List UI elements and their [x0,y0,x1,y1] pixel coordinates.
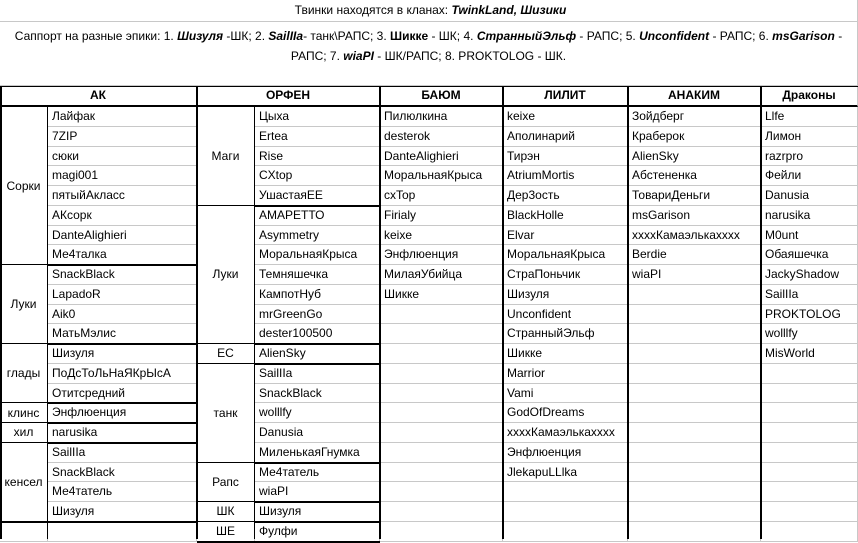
empty-cell [628,285,761,305]
support-player-name: Шикке [390,29,429,43]
player-cell[interactable]: Шикке [380,285,503,305]
player-cell[interactable]: пятыйАкласс [48,186,197,206]
empty-cell [628,502,761,522]
player-cell[interactable]: SnackBlack [255,384,380,404]
column-header: ЛИЛИТ [503,87,628,107]
column-divider [760,87,762,539]
group-label: клинс [0,403,48,423]
player-cell[interactable]: dester100500 [255,324,380,344]
player-cell[interactable]: DanteAlighieri [48,226,197,246]
column-divider [502,87,504,539]
player-cell[interactable]: keixe [503,107,628,127]
empty-cell [761,482,858,502]
player-cell[interactable]: razrpro [761,147,858,167]
empty-cell [628,403,761,423]
empty-cell [628,324,761,344]
column-divider [627,87,629,539]
player-cell[interactable]: Berdie [628,245,761,265]
player-cell[interactable]: ПоДсТоЛьНаЯКрЫсА [48,364,197,384]
group-label: ЕС [197,344,255,364]
empty-cell [380,324,503,344]
player-cell[interactable]: desterok [380,127,503,147]
player-cell[interactable]: Ме4татель [255,463,380,483]
player-cell[interactable]: SailIIa [255,364,380,384]
player-cell[interactable]: Aik0 [48,305,197,325]
support-player-name: SailIIa [268,29,304,43]
player-cell[interactable]: GodOfDreams [503,403,628,423]
player-cell[interactable]: Ме4татель [48,482,197,502]
player-cell[interactable]: СтранныйЭльф [503,324,628,344]
empty-cell [628,482,761,502]
player-cell[interactable]: AtriumMortis [503,166,628,186]
group-label: Сорки [0,107,48,265]
group-label: глады [0,344,48,403]
group-label: ШК [197,502,255,522]
player-cell[interactable]: 7ZIP [48,127,197,147]
support-text: - РАПС; 5. [576,29,640,43]
support-text: - РАПС; 7. [290,29,843,63]
header-top-rule [0,86,858,87]
column-header: Драконы [761,87,858,107]
player-cell[interactable]: SnackBlack [48,265,197,285]
player-cell[interactable]: SailIIa [48,443,197,463]
player-cell[interactable]: Дер3ость [503,186,628,206]
player-cell[interactable]: Ме4талка [48,245,197,265]
player-cell[interactable]: SnackBlack [48,463,197,483]
empty-cell [380,482,503,502]
empty-cell [380,344,503,364]
player-cell[interactable]: Asymmetry [255,226,380,246]
player-cell[interactable]: Шизуля [503,285,628,305]
empty-cell [761,502,858,522]
empty-cell [761,384,858,404]
group-divider [197,541,380,543]
support-text: -ШК; 2. [223,29,269,43]
empty-cell [380,502,503,522]
player-cell[interactable]: mrGreenGo [255,305,380,325]
empty-cell [628,463,761,483]
player-cell[interactable]: Шикке [503,344,628,364]
player-cell[interactable]: Лайфак [48,107,197,127]
empty-cell [761,463,858,483]
empty-cell [380,305,503,325]
player-cell[interactable]: Фулфи [255,522,380,542]
empty-cell [380,423,503,443]
player-cell[interactable]: M0unt [761,226,858,246]
player-cell[interactable]: Энфлюенция [380,245,503,265]
empty-cell [761,403,858,423]
column-header: АК [0,87,197,107]
player-cell[interactable]: MisWorld [761,344,858,364]
empty-cell [628,305,761,325]
player-cell[interactable]: Rise [255,147,380,167]
support-player-name: Шизуля [177,29,224,43]
player-cell[interactable]: Абстененка [628,166,761,186]
player-cell[interactable]: Пилюлкина [380,107,503,127]
support-player-name: Unconfident [639,29,710,43]
player-cell[interactable]: АКсорк [48,206,197,226]
player-cell[interactable]: SailIIa [761,285,858,305]
empty-cell [628,443,761,463]
player-cell[interactable]: УшастаяЕЕ [255,186,380,206]
column-divider [196,87,198,539]
column-header: ОРФЕН [197,87,380,107]
player-cell[interactable]: wiaPI [255,482,380,502]
player-cell[interactable]: Темняшечка [255,265,380,285]
support-note: Саппорт на разные эпики: 1. Шизуля -ШК; 2. SailIIa- танк\РАПС; 3. Шикке - ШК; 4. СтранныйЭльф - РАПС; 5. Unconfident - РАПС; 6. msGarison - РАПС; 7. wiaPI - ШК/РАПС; 8. PROKTOLOG - ШК. [0,22,858,86]
empty-cell [761,443,858,463]
group-label: ШЕ [197,522,255,542]
support-text: - РАПС; 6. [709,29,773,43]
player-cell[interactable]: МоральнаяКрыса [503,245,628,265]
player-cell[interactable]: Зойдберг [628,107,761,127]
group-label: Маги [197,107,255,206]
player-cell[interactable]: Danusia [761,186,858,206]
player-cell[interactable]: МиленькаяГнумка [255,443,380,463]
group-label: хил [0,423,48,443]
player-cell[interactable]: Elvar [503,226,628,246]
empty-cell [628,344,761,364]
player-cell[interactable]: Danusia [255,423,380,443]
empty-cell [380,364,503,384]
empty-cell [380,463,503,483]
column-divider [0,87,2,539]
column-header: БАЮМ [380,87,503,107]
player-cell[interactable]: xxxxКамаэлькаxxxx [628,226,761,246]
support-text: - ШК/РАПС; 8. PROKTOLOG - ШК. [373,49,567,63]
player-cell[interactable]: Unconfident [503,305,628,325]
player-cell[interactable]: narusika [761,206,858,226]
support-text: - ШК; 4. [428,29,477,43]
player-cell[interactable]: Шизуля [48,502,197,522]
group-label: танк [197,364,255,463]
group-label: кенсел [0,443,48,522]
group-label: Луки [197,206,255,344]
player-cell[interactable]: BlackHolle [503,206,628,226]
player-cell[interactable]: ТовариДеньги [628,186,761,206]
player-cell[interactable]: Ertea [255,127,380,147]
player-cell[interactable]: LapadoR [48,285,197,305]
player-cell[interactable]: PROKTOLOG [761,305,858,325]
player-cell[interactable]: AlienSky [628,147,761,167]
player-cell[interactable]: Цыха [255,107,380,127]
player-cell[interactable]: magi001 [48,166,197,186]
player-cell[interactable]: Шизуля [255,502,380,522]
player-cell[interactable]: wolllfy [255,403,380,423]
player-cell[interactable]: Аполинарий [503,127,628,147]
player-cell[interactable]: АМАРЕТТО [255,206,380,226]
empty-cell [628,384,761,404]
empty-cell [761,423,858,443]
player-cell[interactable]: Тирэн [503,147,628,167]
player-cell[interactable]: СтраПоньчик [503,265,628,285]
player-cell[interactable]: Firialy [380,206,503,226]
player-cell[interactable]: Фейли [761,166,858,186]
player-cell[interactable]: wolllfy [761,324,858,344]
group-label: Луки [0,265,48,344]
clans-title: Твинки находятся в кланах: TwinkLand, Шизики [0,0,858,22]
player-cell[interactable]: сюки [48,147,197,167]
player-cell[interactable]: AlienSky [255,344,380,364]
player-cell[interactable]: МоральнаяКрыса [380,166,503,186]
player-cell[interactable]: xxxxКамаэлькаxxxx [503,423,628,443]
player-cell[interactable]: Краберок [628,127,761,147]
empty-cell [761,364,858,384]
empty-cell [503,502,628,522]
player-cell[interactable]: wiaPI [628,265,761,285]
empty-cell [503,482,628,502]
player-cell[interactable]: DanteAlighieri [380,147,503,167]
player-cell[interactable]: КампотНуб [255,285,380,305]
column-header: АНАКИМ [628,87,761,107]
player-cell[interactable]: Llfe [761,107,858,127]
group-label: Рапс [197,463,255,503]
empty-cell [380,403,503,423]
player-cell[interactable]: narusika [48,423,197,443]
player-cell[interactable]: Vami [503,384,628,404]
label-divider [47,107,48,539]
player-cell[interactable]: Энфлюенция [48,403,197,423]
player-cell[interactable]: CXtop [255,166,380,186]
player-cell[interactable]: Marrior [503,364,628,384]
player-cell[interactable]: Отитсредний [48,384,197,404]
player-cell[interactable]: Лимон [761,127,858,147]
empty-cell [628,423,761,443]
empty-cell [380,384,503,404]
label-divider [254,107,255,539]
support-list [164,29,842,63]
support-player-name: wiaPI [343,49,374,63]
player-cell[interactable]: Обаяшечка [761,245,858,265]
support-player-name: msGarison [772,29,835,43]
player-cell[interactable]: cxTop [380,186,503,206]
support-text: 1. [163,29,178,43]
empty-cell [380,443,503,463]
player-cell[interactable]: Шизуля [48,344,197,364]
player-cell[interactable]: JackyShadow [761,265,858,285]
support-text: - танк\РАПС; 3. [303,29,391,43]
player-cell[interactable]: Энфлюенция [503,443,628,463]
support-player-name: СтранныйЭльф [476,29,577,43]
player-cell[interactable]: msGarison [628,206,761,226]
player-cell[interactable]: JlekapuLLlka [503,463,628,483]
player-cell[interactable]: МилаяУбийца [380,265,503,285]
player-cell[interactable]: МоральнаяКрыса [255,245,380,265]
player-cell[interactable]: МатьМэлис [48,324,197,344]
player-cell[interactable]: keixe [380,226,503,246]
column-divider [379,87,381,539]
empty-cell [628,364,761,384]
clans-names: TwinkLand, Шизики [451,3,567,17]
